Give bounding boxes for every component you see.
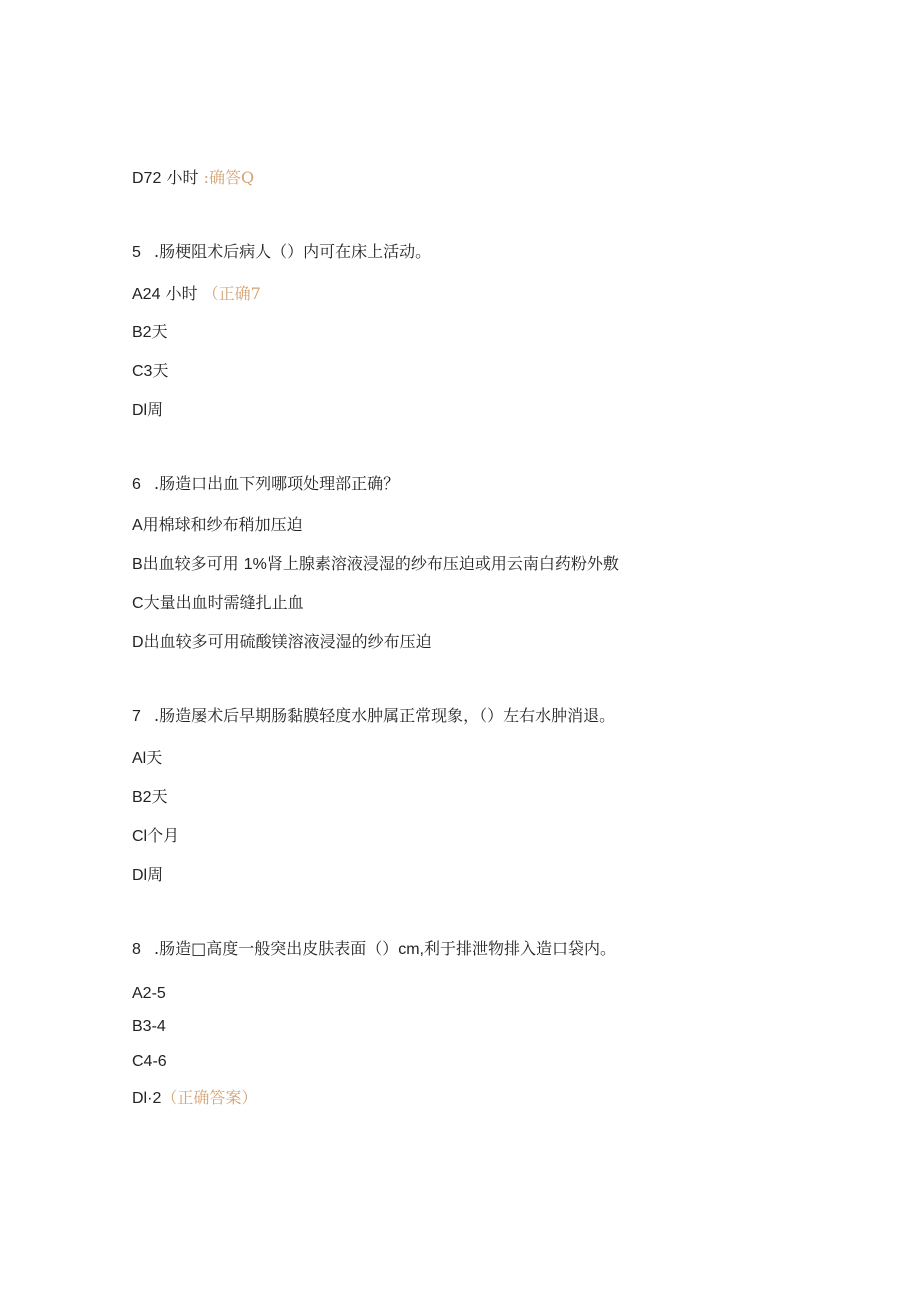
option-text: 天 (152, 361, 169, 380)
q4-option-d (132, 168, 254, 189)
option-label: B3-4 (132, 1018, 166, 1035)
q8-option-b (132, 1017, 166, 1037)
q6-stem (132, 474, 399, 495)
q6-option-d (132, 632, 432, 653)
q8-option-c (132, 1052, 167, 1072)
option-label: Dl (132, 402, 148, 419)
q8-option-d (132, 1088, 257, 1109)
question-number: 6 (132, 476, 141, 493)
option-text: 天 (146, 748, 163, 767)
option-label: Dl·2 (132, 1090, 162, 1107)
option-label: Dl (132, 867, 148, 884)
option-text-continued: 肾上腺素溶液浸湿的纱布压迫或用云南白药粉外敷 (266, 554, 619, 573)
question-text: .肠造口出血下列哪项处理部正确？ (154, 474, 400, 493)
option-text: 个月 (147, 826, 180, 845)
option-label: B (132, 556, 143, 573)
q8-stem (132, 939, 616, 960)
option-text: 出血较多可用硫酸镁溶液浸湿的纱布压迫 (143, 632, 432, 651)
option-label: B2 (132, 789, 152, 806)
q7-option-d (132, 865, 163, 886)
option-label: Al (132, 750, 147, 767)
option-label: C (132, 595, 144, 612)
question-number: 7 (132, 708, 141, 725)
option-label: C3 (132, 363, 153, 380)
q6-option-b (132, 554, 619, 575)
option-label: A24 (132, 286, 161, 303)
answer-mark: :确答Q (203, 168, 255, 187)
q6-option-a (132, 515, 303, 536)
q5-option-b (132, 322, 168, 343)
option-label: C4-6 (132, 1053, 167, 1070)
option-text: 小时 (166, 168, 199, 187)
question-text: .肠梗阻术后病人（）内可在床上活动。 (154, 242, 432, 261)
question-text: .肠造屡术后早期肠黏膜轻度水肿属正常现象，（）左右水肿消退。 (154, 706, 616, 725)
question-unit: cm, (398, 941, 424, 958)
option-label: D72 (132, 170, 162, 187)
q5-option-d (132, 400, 163, 421)
option-text: 出血较多可用 (142, 554, 239, 573)
q5-option-a (132, 284, 261, 305)
q5-stem (132, 242, 431, 263)
option-text: 天 (151, 322, 168, 341)
question-text-continued: 利于排泄物排入造口袋内。 (424, 939, 617, 958)
q7-option-a (132, 748, 162, 769)
option-text: 大量出血时需缝扎止血 (143, 593, 304, 612)
option-percent: 1% (243, 556, 267, 573)
q5-option-c (132, 361, 168, 382)
option-text: 用棉球和纱布稍加压迫 (142, 515, 303, 534)
q7-stem (132, 706, 615, 727)
option-text: 小时 (165, 284, 198, 303)
q7-option-b (132, 787, 168, 808)
option-text: 周 (147, 865, 164, 884)
option-label: A2-5 (132, 985, 166, 1002)
question-text: .肠造□高度一般突出皮肤表面（） (154, 939, 399, 958)
answer-mark: （正确7 (202, 284, 261, 303)
question-number: 8 (132, 941, 141, 958)
q6-option-c (132, 593, 304, 614)
q7-option-c (132, 826, 179, 847)
option-text: 天 (151, 787, 168, 806)
q8-option-a (132, 984, 166, 1004)
option-label: Cl (132, 828, 148, 845)
option-label: B2 (132, 324, 152, 341)
question-number: 5 (132, 244, 141, 261)
option-text: 周 (147, 400, 164, 419)
option-label: D (132, 634, 144, 651)
option-label: A (132, 517, 143, 534)
answer-mark: （正确答案） (161, 1088, 258, 1107)
